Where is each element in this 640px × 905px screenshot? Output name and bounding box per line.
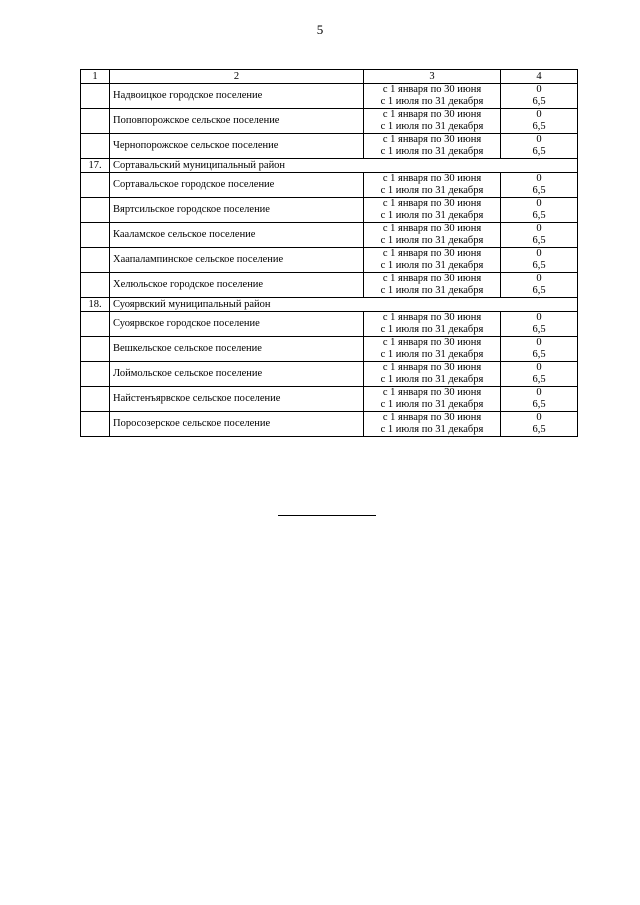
rate-first-half: 0 — [536, 223, 542, 234]
empty-number-cell — [81, 248, 110, 273]
rate-first-half: 0 — [536, 412, 542, 423]
rate-cell — [501, 337, 578, 362]
empty-number-cell — [81, 312, 110, 337]
district-row — [81, 159, 578, 173]
rate-cell — [501, 412, 578, 437]
end-separator-line — [278, 515, 376, 516]
period-second-half: с 1 июля по 31 декабря — [380, 260, 484, 271]
period-first-half: с 1 января по 30 июня — [382, 312, 482, 323]
rate-first-half: 0 — [536, 337, 542, 348]
period-cell — [364, 84, 501, 109]
period-first-half: с 1 января по 30 июня — [382, 173, 482, 184]
rate-second-half: 6,5 — [532, 210, 546, 221]
rate-cell — [501, 273, 578, 298]
rate-second-half: 6,5 — [532, 324, 546, 335]
settlement-row — [81, 84, 578, 109]
period-second-half: с 1 июля по 31 декабря — [380, 374, 484, 385]
rate-cell — [501, 84, 578, 109]
period-cell — [364, 387, 501, 412]
settlement-row — [81, 109, 578, 134]
rate-cell — [501, 198, 578, 223]
rate-first-half: 0 — [536, 362, 542, 373]
rate-second-half: 6,5 — [532, 374, 546, 385]
rate-second-half: 6,5 — [532, 399, 546, 410]
period-cell — [364, 312, 501, 337]
period-cell — [364, 248, 501, 273]
header-col-2: 2 — [110, 70, 364, 84]
period-second-half: с 1 июля по 31 декабря — [380, 424, 484, 435]
period-second-half: с 1 июля по 31 декабря — [380, 349, 484, 360]
empty-number-cell — [81, 337, 110, 362]
settlement-name: Поповпорожское сельское поселение — [110, 109, 364, 134]
period-first-half: с 1 января по 30 июня — [382, 223, 482, 234]
rate-cell — [501, 223, 578, 248]
settlement-name: Сортавальское городское поселение — [110, 173, 364, 198]
rate-first-half: 0 — [536, 173, 542, 184]
rate-first-half: 0 — [536, 198, 542, 209]
rate-second-half: 6,5 — [532, 121, 546, 132]
empty-number-cell — [81, 84, 110, 109]
period-cell — [364, 412, 501, 437]
settlement-row — [81, 134, 578, 159]
period-second-half: с 1 июля по 31 декабря — [380, 96, 484, 107]
period-cell — [364, 134, 501, 159]
settlement-row — [81, 273, 578, 298]
period-cell — [364, 273, 501, 298]
settlement-row — [81, 223, 578, 248]
settlement-name: Суоярвское городское поселение — [110, 312, 364, 337]
district-name: Сортавальский муниципальный район — [110, 159, 578, 173]
settlement-row — [81, 198, 578, 223]
settlement-name: Поросозерское сельское поселение — [110, 412, 364, 437]
period-first-half: с 1 января по 30 июня — [382, 84, 482, 95]
rate-first-half: 0 — [536, 387, 542, 398]
period-cell — [364, 198, 501, 223]
settlement-row — [81, 387, 578, 412]
rate-cell — [501, 362, 578, 387]
rate-cell — [501, 248, 578, 273]
settlement-name: Чернопорожское сельское поселение — [110, 134, 364, 159]
rate-cell — [501, 109, 578, 134]
table-body — [81, 70, 578, 437]
settlement-name: Найстенъярвское сельское поселение — [110, 387, 364, 412]
rate-cell — [501, 387, 578, 412]
period-cell — [364, 223, 501, 248]
settlement-row — [81, 312, 578, 337]
settlement-name: Вяртсильское городское поселение — [110, 198, 364, 223]
settlement-name: Вешкельское сельское поселение — [110, 337, 364, 362]
period-cell — [364, 109, 501, 134]
settlement-name: Надвоицкое городское поселение — [110, 84, 364, 109]
empty-number-cell — [81, 173, 110, 198]
rate-second-half: 6,5 — [532, 260, 546, 271]
period-first-half: с 1 января по 30 июня — [382, 248, 482, 259]
settlement-row — [81, 337, 578, 362]
settlement-row — [81, 362, 578, 387]
settlement-name: Хаапалампинское сельское поселение — [110, 248, 364, 273]
empty-number-cell — [81, 223, 110, 248]
settlement-name: Хелюльское городское поселение — [110, 273, 364, 298]
rate-second-half: 6,5 — [532, 185, 546, 196]
page-number: 5 — [316, 22, 324, 37]
settlement-row — [81, 412, 578, 437]
period-first-half: с 1 января по 30 июня — [382, 337, 482, 348]
settlement-row — [81, 173, 578, 198]
rate-second-half: 6,5 — [532, 349, 546, 360]
header-col-3: 3 — [364, 70, 501, 84]
rate-first-half: 0 — [536, 109, 542, 120]
period-first-half: с 1 января по 30 июня — [382, 109, 482, 120]
period-second-half: с 1 июля по 31 декабря — [380, 399, 484, 410]
district-number: 18. — [81, 298, 110, 312]
settlement-name: Кааламское сельское поселение — [110, 223, 364, 248]
period-first-half: с 1 января по 30 июня — [382, 134, 482, 145]
tax-rate-table — [80, 69, 578, 437]
empty-number-cell — [81, 198, 110, 223]
rate-second-half: 6,5 — [532, 235, 546, 246]
period-cell — [364, 337, 501, 362]
period-first-half: с 1 января по 30 июня — [382, 273, 482, 284]
empty-number-cell — [81, 109, 110, 134]
rate-first-half: 0 — [536, 248, 542, 259]
rate-first-half: 0 — [536, 134, 542, 145]
period-second-half: с 1 июля по 31 декабря — [380, 235, 484, 246]
header-col-4: 4 — [501, 70, 578, 84]
period-second-half: с 1 июля по 31 декабря — [380, 121, 484, 132]
period-second-half: с 1 июля по 31 декабря — [380, 324, 484, 335]
period-first-half: с 1 января по 30 июня — [382, 387, 482, 398]
period-cell — [364, 362, 501, 387]
rate-second-half: 6,5 — [532, 424, 546, 435]
empty-number-cell — [81, 387, 110, 412]
period-second-half: с 1 июля по 31 декабря — [380, 185, 484, 196]
district-number: 17. — [81, 159, 110, 173]
period-second-half: с 1 июля по 31 декабря — [380, 146, 484, 157]
district-name: Суоярвский муниципальный район — [110, 298, 578, 312]
period-first-half: с 1 января по 30 июня — [382, 412, 482, 423]
empty-number-cell — [81, 362, 110, 387]
period-first-half: с 1 января по 30 июня — [382, 362, 482, 373]
period-second-half: с 1 июля по 31 декабря — [380, 210, 484, 221]
rate-second-half: 6,5 — [532, 146, 546, 157]
table-header-row — [81, 70, 578, 84]
empty-number-cell — [81, 273, 110, 298]
period-second-half: с 1 июля по 31 декабря — [380, 285, 484, 296]
rate-second-half: 6,5 — [532, 96, 546, 107]
period-first-half: с 1 января по 30 июня — [382, 198, 482, 209]
rate-first-half: 0 — [536, 84, 542, 95]
rate-cell — [501, 312, 578, 337]
rate-first-half: 0 — [536, 273, 542, 284]
settlement-row — [81, 248, 578, 273]
rate-cell — [501, 173, 578, 198]
empty-number-cell — [81, 412, 110, 437]
district-row — [81, 298, 578, 312]
header-col-1: 1 — [81, 70, 110, 84]
rate-first-half: 0 — [536, 312, 542, 323]
rate-cell — [501, 134, 578, 159]
period-cell — [364, 173, 501, 198]
rate-second-half: 6,5 — [532, 285, 546, 296]
empty-number-cell — [81, 134, 110, 159]
settlement-name: Лоймольское сельское поселение — [110, 362, 364, 387]
